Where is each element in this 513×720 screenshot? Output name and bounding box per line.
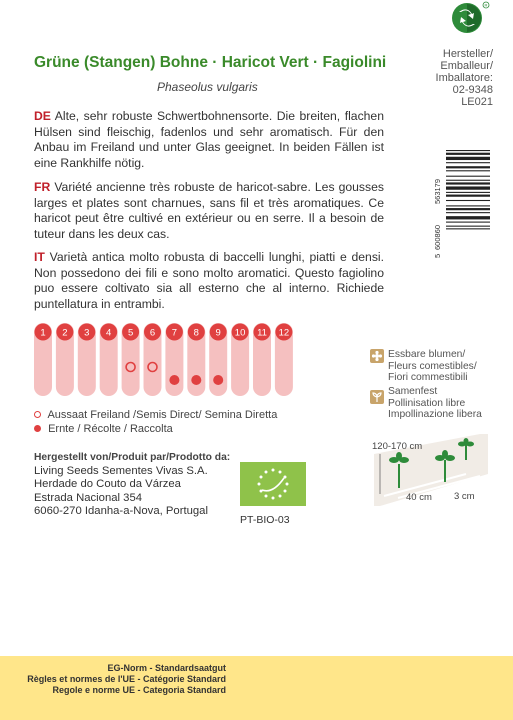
month-number: 2 (62, 327, 68, 339)
month-number: 8 (193, 327, 199, 339)
edible-flowers-line: Fiori commestibili (388, 372, 468, 384)
language-code-de: DE (34, 109, 51, 123)
description-text-de: Alte, sehr robuste Schwertbohnensorte. Die breiten, flachen Hülsen sind fleischig, fadenlos und sehr aromatisch. Für den Anbau im Freiland und unter Glas geeignet. In beiden Fällen ist eine Rankhilfe nötig. (34, 109, 384, 170)
month-number: 3 (84, 327, 90, 339)
seed-fixed-line: Samenfest (388, 386, 438, 397)
packer-info (420, 48, 493, 108)
page-title: Grüne (Stangen) Bohne · Haricot Vert · Fagiolini (34, 54, 387, 71)
sowing-marker-icon (34, 411, 41, 418)
latin-name: Phaseolus vulgaris (157, 80, 258, 94)
barcode-bars (446, 150, 490, 229)
legend-harvest-label: Ernte / Récolte / Raccolta (48, 423, 173, 435)
producer-heading: Hergestellt von/Produit par/Prodotto da: (34, 452, 231, 463)
barcode-digits-right: 563179 (433, 178, 442, 204)
packer-line: 02-9348 (452, 84, 493, 96)
edible-flower-icon (370, 349, 384, 363)
barcode-digits-mid: 600860 (433, 224, 442, 250)
packer-line: Emballeur/ (440, 60, 493, 72)
producer-line: Herdade do Couto da Várzea (34, 478, 181, 491)
harvest-marker (169, 375, 179, 385)
seed-fixed-icon (370, 390, 384, 404)
description-it (34, 250, 384, 312)
footer-line: Regole e norme UE - Categoria Standard (52, 685, 226, 695)
harvest-marker (213, 375, 223, 385)
month-number: 6 (149, 327, 156, 339)
harvest-marker-icon (34, 425, 41, 432)
svg-text:R: R (484, 2, 488, 8)
legend-sowing (34, 409, 277, 421)
description-de (34, 109, 384, 171)
month-number: 10 (234, 327, 246, 339)
description-fr (34, 180, 384, 242)
month-number: 9 (215, 327, 221, 339)
barcode (432, 148, 492, 264)
month-number: 4 (106, 327, 112, 339)
packer-line: LE021 (461, 96, 493, 108)
eu-organic-logo (240, 462, 306, 506)
seed-fixed-line: Pollinisation libre (388, 397, 466, 409)
month-number: 12 (278, 327, 290, 339)
spacing-height-label: 120-170 cm (372, 441, 423, 452)
edible-flowers-line: Essbare blumen/ (388, 349, 466, 360)
sowing-calendar (34, 322, 296, 398)
footer-line: Règles et normes de l'UE - Catégorie Standard (27, 674, 226, 684)
edible-flowers-line: Fleurs comestibles/ (388, 360, 477, 372)
language-code-it: IT (34, 250, 45, 264)
legend-harvest (34, 423, 173, 435)
harvest-marker (191, 375, 201, 385)
green-dot-recycling-logo (450, 0, 490, 40)
month-number: 1 (40, 327, 46, 339)
footer-text (0, 663, 226, 696)
seed-fixed-text (388, 386, 482, 421)
bio-certification-code: PT-BIO-03 (240, 514, 290, 526)
barcode-digit-left: 5 (433, 253, 442, 258)
month-number: 7 (171, 327, 178, 339)
seed-fixed-line: Impollinazione libera (388, 409, 482, 421)
producer-address (34, 451, 230, 519)
spacing-row-label: 40 cm (406, 492, 432, 503)
packer-line: Hersteller/ (442, 48, 493, 60)
description-text-it: Varietà antica molto robusta di baccelli lunghi, piatti e densi. Non possedono dei fili e sono molto aromatici. Questo fagiolino puo essere coltivato sia all esterno che al interno. Richiede puntellatura in entrambi. (34, 250, 385, 311)
packer-line: Imballatore: (435, 72, 493, 84)
month-number: 5 (127, 327, 134, 339)
producer-line: Living Seeds Sementes Vivas S.A. (34, 464, 208, 477)
language-code-fr: FR (34, 180, 51, 194)
edible-flowers-text (388, 349, 477, 384)
month-number: 11 (257, 327, 267, 339)
legend-sowing-label: Aussaat Freiland /Semis Direct/ Semina Diretta (47, 409, 278, 421)
description-text-fr: Variété ancienne très robuste de haricot-sabre. Les gousses larges et plates sont charnues, sans fil et très aromatiques. Ce haricot peut être cultivé en extérieur ou en serre. Il a besoin de tuteur dans les deux cas. (34, 180, 384, 241)
producer-line: Estrada Nacional 354 (34, 491, 143, 504)
plant-spacing-diagram (370, 434, 488, 506)
footer-line: EG-Norm - Standardsaatgut (107, 663, 226, 673)
producer-line: 6060-270 Idanha-a-Nova, Portugal (34, 505, 208, 518)
spacing-plant-label: 3 cm (454, 491, 475, 502)
